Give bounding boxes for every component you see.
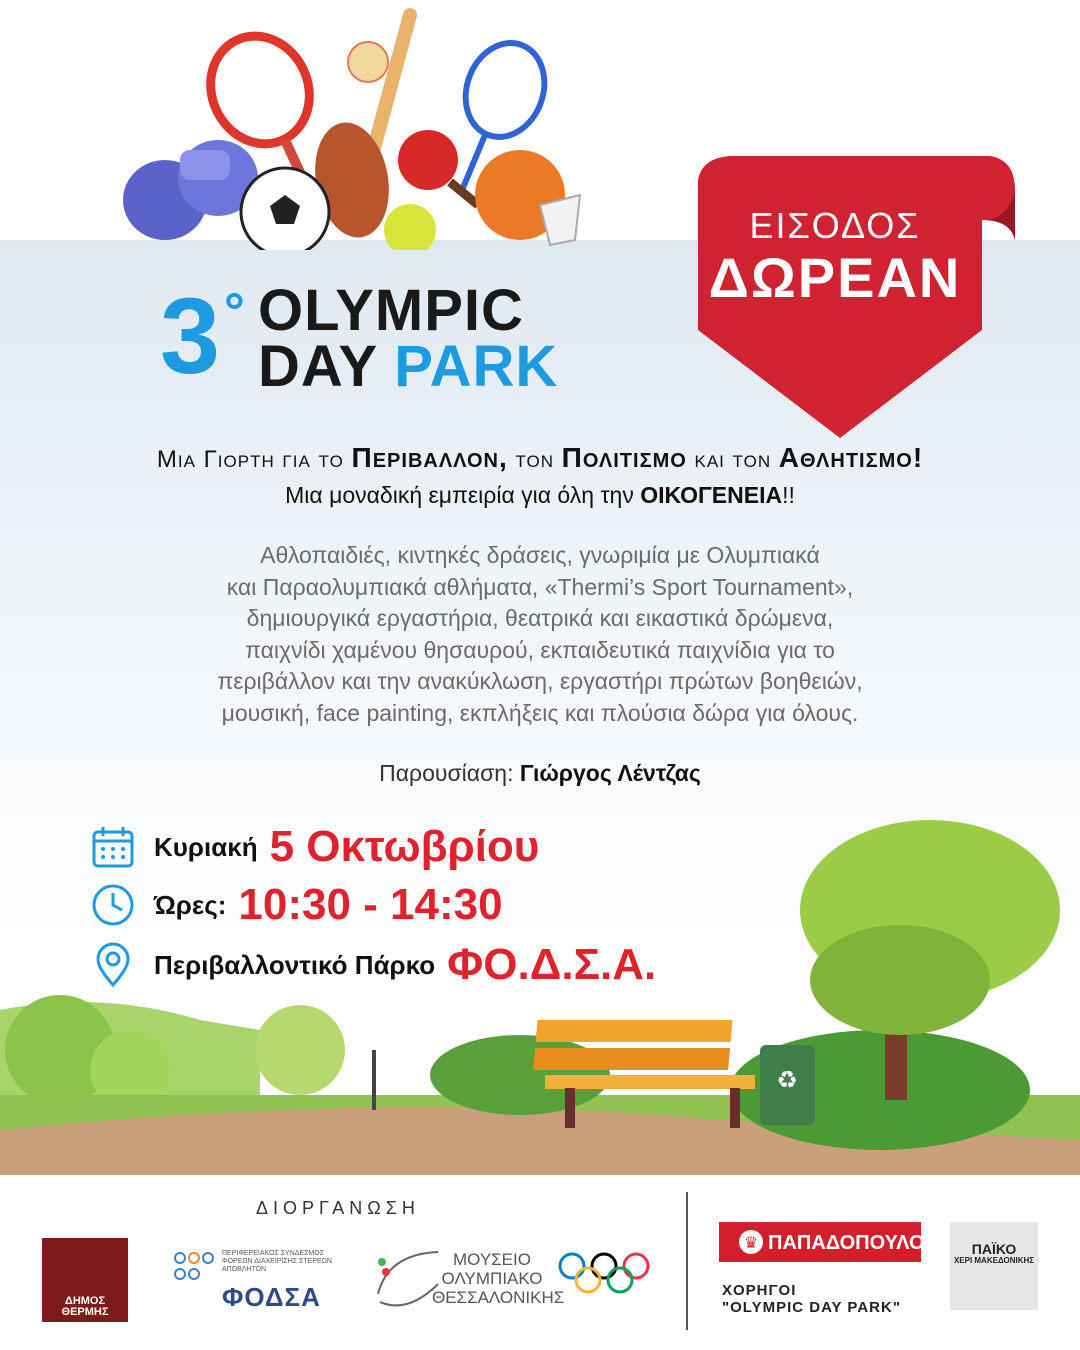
logo-day: DAY: [258, 334, 378, 399]
presenter-label: Παρουσίαση:: [379, 760, 520, 786]
headline: [0, 442, 1080, 474]
baseball-icon: [348, 42, 388, 82]
calendar-icon: [90, 824, 136, 870]
logo-park: PARK: [394, 334, 559, 399]
fodsa-logo-icon: [172, 1250, 222, 1290]
description-line: περιβάλλον και την ανακύκλωση, εργαστήρι πρώτων βοηθειών,: [217, 668, 863, 694]
time-row: [90, 880, 503, 930]
fodsa-logo-text: ΦΟΔΣΑ: [222, 1282, 321, 1312]
sponsors-caption: [722, 1282, 901, 1316]
description-line: και Παραολυμπιακά αθλήματα, «Thermi’s Sport Tournament»,: [226, 573, 854, 600]
description-line: παιχνίδι χαμένου θησαυρού, εκπαιδευτικά παιχνίδια για το: [245, 636, 835, 663]
logo-edition-number: 3: [160, 275, 221, 396]
clock-icon: [90, 882, 136, 928]
time-label: Ώρες:: [154, 889, 227, 920]
boxing-glove-icon: [123, 140, 258, 240]
museum-logo-text: [432, 1250, 565, 1307]
soccer-ball-icon: [241, 168, 329, 250]
municipality-logo-line: ΘΕΡΜΗΣ: [61, 1306, 109, 1318]
municipality-logo-text: [42, 1296, 128, 1318]
museum-logo-line: ΘΕΣΣΑΛΟΝΙΚΗΣ: [432, 1288, 565, 1307]
place-label: Περιβαλλοντικό Πάρκο: [154, 949, 436, 980]
subheadline-text: !!: [782, 482, 795, 508]
logo-degree: °: [224, 283, 245, 341]
headline-text: Μια Γιορτη για το: [156, 446, 352, 473]
place-row: [90, 940, 656, 990]
description-line: Αθλοπαιδιές, κιντηκές δράσεις, γνωριμία με Ολυμπιακά: [260, 542, 820, 568]
date-row: [90, 822, 539, 872]
presenter-name: Γιώργος Λέντζας: [519, 760, 701, 786]
headline-culture: Πολιτισμο: [561, 442, 687, 473]
description: [100, 540, 980, 729]
recycle-bin-icon: [760, 1045, 815, 1125]
sponsor-name: ΠΑΠΑΔΟΠΟΥΛΟΥ: [768, 1232, 938, 1254]
museum-logo-line: ΟΛΥΜΠΙΑΚΟ: [441, 1269, 543, 1288]
organization-title: ΔΙΟΡΓΑΝΩΣΗ: [256, 1198, 420, 1218]
date-value: 5 Οκτωβρίου: [269, 822, 540, 871]
paiko-logo-line: ΧΕΡΙ ΜΑΚΕΔΟΝΙΚΗΣ: [953, 1256, 1035, 1265]
paiko-logo: [950, 1222, 1038, 1310]
shuttlecock-icon: [540, 195, 580, 245]
headline-text: τον: [507, 446, 562, 473]
tennis-ball-icon: [384, 204, 436, 250]
park-illustration: [0, 820, 1080, 1180]
description-line: μουσική, face painting, εκπλήξεις και πλούσια δώρα για όλους.: [221, 699, 859, 726]
subheadline-family: ΟΙΚΟΓΕΝΕΙΑ: [640, 482, 783, 508]
banner-title: ΕΙΣΟΔΟΣ: [749, 205, 921, 246]
paiko-logo-line: ΠΑΪΚΟ: [971, 1241, 1017, 1257]
banner-free: ΔΩΡΕΑΝ: [708, 246, 962, 309]
description-line: δημιουργικά εργαστήρια, θεατρικά και εικαστικά δρώμενα,: [246, 605, 834, 631]
sponsors-caption-line: ΧΟΡΗΓΟΙ: [722, 1282, 797, 1299]
paiko-logo-text: [952, 1242, 1036, 1266]
svg-text:♛: ♛: [743, 1233, 759, 1252]
ping-pong-paddle-icon: [398, 130, 478, 205]
place-value: ΦΟ.Δ.Σ.Α.: [447, 940, 657, 989]
headline-environment: Περιβαλλον,: [351, 442, 508, 473]
headline-text: και τον: [686, 446, 779, 473]
logo-olympic: OLYMPIC: [258, 278, 524, 343]
sports-equipment-illustration: [110, 0, 610, 250]
date-label: Κυριακή: [154, 831, 258, 862]
fodsa-description: ΠΕΡΙΦΕΡΕΙΑΚΟΣ ΣΥΝΔΕΣΜΟΣ ΦΟΡΕΩΝ ΔΙΑΧΕΙΡΙΣΗΣ ΣΤΕΡΕΩΝ ΑΠΟΒΛΗΤΩΝ: [222, 1250, 332, 1273]
olympic-rings-icon: [556, 1250, 652, 1296]
headline-sports: Αθλητισμο!: [778, 442, 924, 473]
municipality-logo-line: ΔΗΜΟΣ: [64, 1295, 106, 1307]
sponsor-crown-icon: [737, 1228, 765, 1256]
location-pin-icon: [90, 942, 136, 988]
presenter: [0, 760, 1080, 787]
sponsors-caption-line: "OLYMPIC DAY PARK": [722, 1299, 901, 1316]
time-value: 10:30 - 14:30: [238, 880, 503, 929]
subheadline-text: Μια μοναδική εμπειρία για όλη την: [285, 482, 641, 508]
subheadline: [0, 482, 1080, 509]
footer-divider: [686, 1192, 688, 1330]
museum-logo-line: ΜΟΥΣΕΙΟ: [453, 1250, 531, 1269]
logo-day-park: [258, 334, 559, 399]
svg-text:♻: ♻: [776, 1066, 798, 1094]
